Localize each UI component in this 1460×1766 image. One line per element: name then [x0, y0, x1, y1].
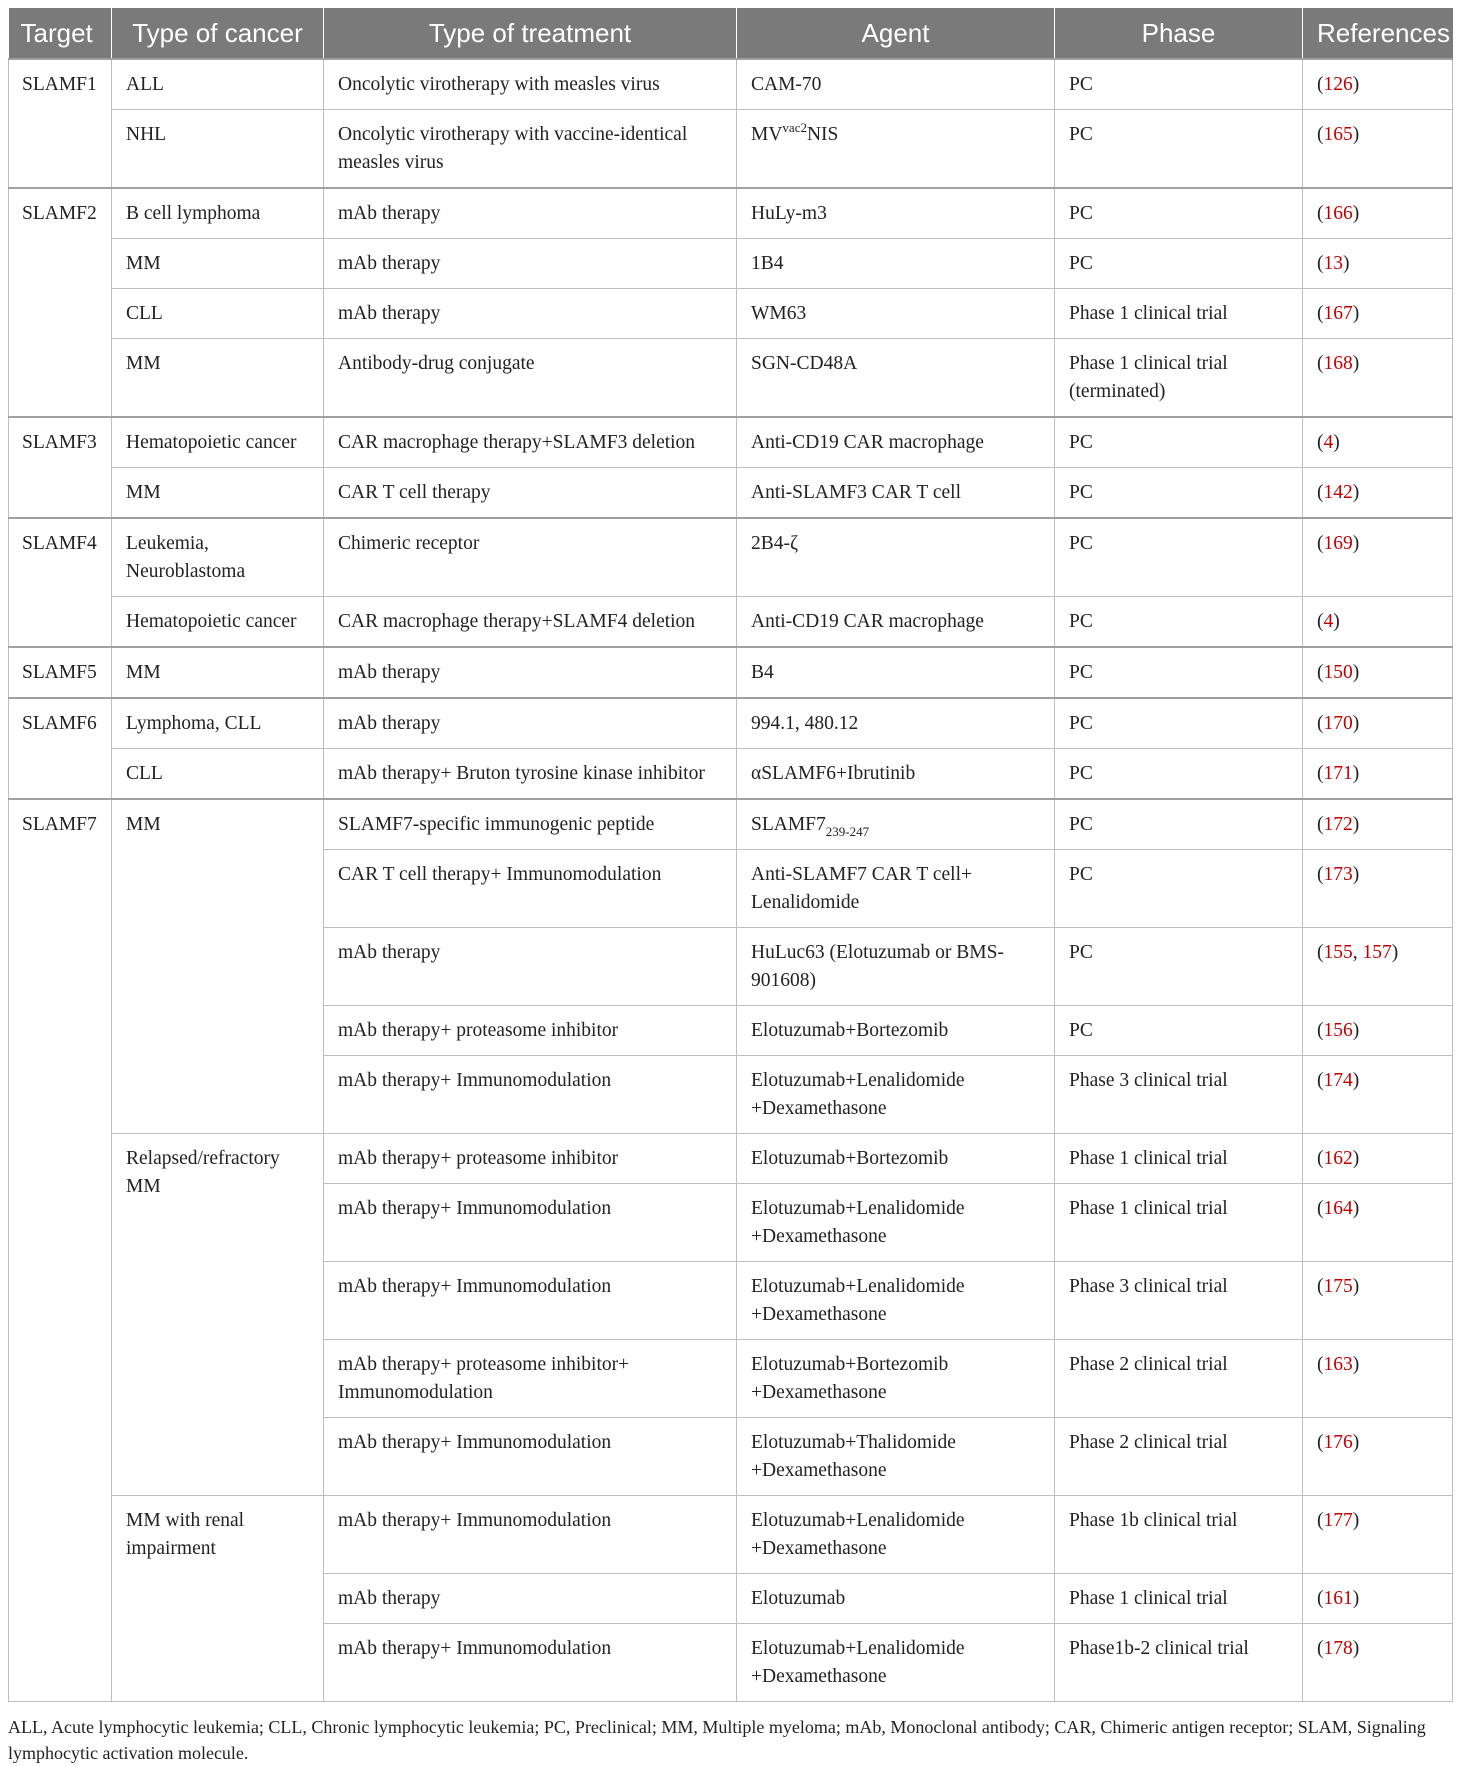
- treatment-cell: mAb therapy+ Immunomodulation: [324, 1624, 737, 1702]
- cancer-cell: MM: [112, 468, 324, 519]
- reference-cell: (165): [1303, 110, 1453, 189]
- reference-cell: (172): [1303, 799, 1453, 850]
- agent-cell: αSLAMF6+Ibrutinib: [737, 749, 1055, 800]
- treatment-cell: CAR macrophage therapy+SLAMF3 deletion: [324, 417, 737, 468]
- table-row: [9, 698, 1453, 749]
- treatment-cell: mAb therapy+ Immunomodulation: [324, 1184, 737, 1262]
- agent-cell: Elotuzumab+Lenalidomide +Dexamethasone: [737, 1056, 1055, 1134]
- reference-link[interactable]: 166: [1323, 203, 1353, 224]
- phase-cell: Phase 1 clinical trial: [1055, 1134, 1303, 1184]
- reference-link[interactable]: 173: [1323, 864, 1353, 885]
- cancer-cell: Leukemia, Neuroblastoma: [112, 518, 324, 597]
- phase-cell: Phase1b-2 clinical trial: [1055, 1624, 1303, 1702]
- treatment-cell: SLAMF7-specific immunogenic peptide: [324, 799, 737, 850]
- cancer-cell: NHL: [112, 110, 324, 189]
- reference-cell: (4): [1303, 597, 1453, 648]
- phase-cell: Phase 1 clinical trial: [1055, 289, 1303, 339]
- cancer-cell: Hematopoietic cancer: [112, 597, 324, 648]
- agent-cell: 1B4: [737, 239, 1055, 289]
- cancer-cell: Relapsed/refractory MM: [112, 1134, 324, 1496]
- treatment-cell: Oncolytic virotherapy with measles virus: [324, 59, 737, 110]
- table-row: [9, 417, 1453, 468]
- reference-cell: (173): [1303, 850, 1453, 928]
- treatment-cell: Antibody-drug conjugate: [324, 339, 737, 418]
- reference-cell: (166): [1303, 188, 1453, 239]
- treatment-cell: mAb therapy+ Immunomodulation: [324, 1496, 737, 1574]
- agent-cell: Anti-SLAMF3 CAR T cell: [737, 468, 1055, 519]
- table-row: [9, 468, 1453, 519]
- phase-cell: PC: [1055, 239, 1303, 289]
- agent-cell: Elotuzumab+Thalidomide +Dexamethasone: [737, 1418, 1055, 1496]
- treatment-cell: mAb therapy+ proteasome inhibitor: [324, 1134, 737, 1184]
- target-cell: SLAMF2: [9, 188, 112, 417]
- reference-cell: (168): [1303, 339, 1453, 418]
- table-row: [9, 597, 1453, 648]
- table-row: [9, 289, 1453, 339]
- cancer-cell: MM: [112, 239, 324, 289]
- reference-link[interactable]: 161: [1323, 1588, 1353, 1609]
- agent-cell: CAM-70: [737, 59, 1055, 110]
- phase-cell: Phase 3 clinical trial: [1055, 1056, 1303, 1134]
- target-cell: SLAMF4: [9, 518, 112, 647]
- header-phase: Phase: [1055, 8, 1303, 59]
- reference-link[interactable]: 13: [1323, 253, 1343, 274]
- phase-cell: Phase 2 clinical trial: [1055, 1340, 1303, 1418]
- header-target: Target: [9, 8, 112, 59]
- reference-link[interactable]: 150: [1323, 662, 1353, 683]
- agent-cell: HuLy-m3: [737, 188, 1055, 239]
- table-row: [9, 239, 1453, 289]
- phase-cell: PC: [1055, 928, 1303, 1006]
- phase-cell: PC: [1055, 468, 1303, 519]
- target-cell: SLAMF3: [9, 417, 112, 518]
- header-row: [9, 8, 1453, 59]
- agent-cell: Elotuzumab+Bortezomib: [737, 1134, 1055, 1184]
- reference-link[interactable]: 174: [1323, 1070, 1353, 1091]
- cancer-cell: CLL: [112, 749, 324, 800]
- reference-cell: (155, 157): [1303, 928, 1453, 1006]
- table-row: [9, 59, 1453, 110]
- reference-cell: (162): [1303, 1134, 1453, 1184]
- table-row: [9, 110, 1453, 189]
- reference-link[interactable]: 178: [1323, 1638, 1353, 1659]
- agent-cell: Anti-CD19 CAR macrophage: [737, 597, 1055, 648]
- treatment-cell: mAb therapy: [324, 928, 737, 1006]
- treatment-cell: mAb therapy: [324, 1574, 737, 1624]
- table-row: [9, 188, 1453, 239]
- reference-cell: (142): [1303, 468, 1453, 519]
- agent-cell: Anti-CD19 CAR macrophage: [737, 417, 1055, 468]
- agent-cell: 2B4-ζ: [737, 518, 1055, 597]
- reference-link[interactable]: 142: [1323, 482, 1353, 503]
- header-cancer-type: Type of cancer: [112, 8, 324, 59]
- table-row: [9, 749, 1453, 800]
- table-footnote: ALL, Acute lymphocytic leukemia; CLL, Chronic lymphocytic leukemia; PC, Preclinical; MM, Multiple myeloma; mAb, Monoclonal antibody; CAR, Chimeric antigen receptor; SLAM, Signaling lymphocytic activation molecule.: [8, 1717, 1426, 1763]
- agent-cell: Elotuzumab+Lenalidomide +Dexamethasone: [737, 1624, 1055, 1702]
- agent-cell: Elotuzumab: [737, 1574, 1055, 1624]
- reference-cell: (176): [1303, 1418, 1453, 1496]
- agent-cell: 994.1, 480.12: [737, 698, 1055, 749]
- treatment-cell: mAb therapy+ Bruton tyrosine kinase inhibitor: [324, 749, 737, 800]
- treatment-cell: CAR T cell therapy+ Immunomodulation: [324, 850, 737, 928]
- reference-link[interactable]: 169: [1323, 533, 1353, 554]
- reference-link[interactable]: 4: [1323, 611, 1334, 632]
- reference-link[interactable]: 164: [1323, 1198, 1353, 1219]
- target-cell: SLAMF7: [9, 799, 112, 1702]
- agent-superscript: vac2: [782, 120, 807, 135]
- reference-link[interactable]: 155: [1323, 942, 1353, 963]
- treatment-cell: mAb therapy+ Immunomodulation: [324, 1056, 737, 1134]
- reference-cell: (161): [1303, 1574, 1453, 1624]
- treatment-cell: mAb therapy: [324, 289, 737, 339]
- cancer-cell: MM with renal impairment: [112, 1496, 324, 1702]
- agent-cell: HuLuc63 (Elotuzumab or BMS-901608): [737, 928, 1055, 1006]
- reference-cell: (167): [1303, 289, 1453, 339]
- agent-cell: WM63: [737, 289, 1055, 339]
- phase-cell: PC: [1055, 59, 1303, 110]
- agent-cell: Anti-SLAMF7 CAR T cell+ Lenalidomide: [737, 850, 1055, 928]
- treatment-cell: Oncolytic virotherapy with vaccine-identical measles virus: [324, 110, 737, 189]
- phase-cell: PC: [1055, 850, 1303, 928]
- agent-cell: Elotuzumab+Bortezomib: [737, 1006, 1055, 1056]
- phase-cell: PC: [1055, 518, 1303, 597]
- reference-link[interactable]: 165: [1323, 124, 1353, 145]
- reference-link[interactable]: 162: [1323, 1148, 1353, 1169]
- phase-cell: PC: [1055, 1006, 1303, 1056]
- phase-cell: Phase 1 clinical trial: [1055, 1184, 1303, 1262]
- phase-cell: PC: [1055, 647, 1303, 698]
- reference-link[interactable]: 167: [1323, 303, 1353, 324]
- agent-cell: Elotuzumab+Bortezomib +Dexamethasone: [737, 1340, 1055, 1418]
- reference-cell: (177): [1303, 1496, 1453, 1574]
- reference-link[interactable]: 170: [1323, 713, 1353, 734]
- treatment-cell: mAb therapy: [324, 647, 737, 698]
- reference-link[interactable]: 177: [1323, 1510, 1353, 1531]
- header-references: References: [1303, 8, 1453, 59]
- agent-cell: Elotuzumab+Lenalidomide +Dexamethasone: [737, 1262, 1055, 1340]
- treatment-cell: CAR macrophage therapy+SLAMF4 deletion: [324, 597, 737, 648]
- reference-link[interactable]: 176: [1323, 1432, 1353, 1453]
- reference-cell: (13): [1303, 239, 1453, 289]
- phase-cell: PC: [1055, 417, 1303, 468]
- reference-link[interactable]: 163: [1323, 1354, 1353, 1375]
- phase-cell: PC: [1055, 698, 1303, 749]
- reference-cell: (156): [1303, 1006, 1453, 1056]
- target-cell: SLAMF1: [9, 59, 112, 188]
- reference-link[interactable]: 168: [1323, 353, 1353, 374]
- reference-cell: (4): [1303, 417, 1453, 468]
- table-row: [9, 1134, 1453, 1184]
- cancer-cell: ALL: [112, 59, 324, 110]
- treatment-cell: mAb therapy: [324, 188, 737, 239]
- reference-cell: (150): [1303, 647, 1453, 698]
- phase-cell: PC: [1055, 110, 1303, 189]
- agent-text: SLAMF7: [751, 814, 826, 835]
- agent-cell: Elotuzumab+Lenalidomide +Dexamethasone: [737, 1496, 1055, 1574]
- reference-cell: (163): [1303, 1340, 1453, 1418]
- phase-cell: Phase 3 clinical trial: [1055, 1262, 1303, 1340]
- treatment-cell: CAR T cell therapy: [324, 468, 737, 519]
- treatment-cell: mAb therapy: [324, 239, 737, 289]
- phase-cell: Phase 1 clinical trial: [1055, 1574, 1303, 1624]
- table-row: [9, 339, 1453, 418]
- reference-cell: (174): [1303, 1056, 1453, 1134]
- header-agent: Agent: [737, 8, 1055, 59]
- reference-cell: (171): [1303, 749, 1453, 800]
- reference-link[interactable]: 157: [1362, 942, 1392, 963]
- phase-cell: PC: [1055, 749, 1303, 800]
- reference-cell: (164): [1303, 1184, 1453, 1262]
- reference-link[interactable]: 4: [1323, 432, 1334, 453]
- table-row: [9, 647, 1453, 698]
- header-treatment-type: Type of treatment: [324, 8, 737, 59]
- phase-cell: Phase 1 clinical trial (terminated): [1055, 339, 1303, 418]
- phase-cell: PC: [1055, 597, 1303, 648]
- table-row: [9, 799, 1453, 850]
- agent-cell: B4: [737, 647, 1055, 698]
- cancer-cell: MM: [112, 339, 324, 418]
- reference-cell: (175): [1303, 1262, 1453, 1340]
- treatment-cell: mAb therapy+ proteasome inhibitor: [324, 1006, 737, 1056]
- treatment-cell: mAb therapy+ Immunomodulation: [324, 1262, 737, 1340]
- cancer-cell: B cell lymphoma: [112, 188, 324, 239]
- cancer-cell: CLL: [112, 289, 324, 339]
- target-cell: SLAMF5: [9, 647, 112, 698]
- table-wrapper: [8, 8, 1452, 1766]
- reference-cell: (126): [1303, 59, 1453, 110]
- reference-link[interactable]: 126: [1323, 74, 1353, 95]
- phase-cell: Phase 2 clinical trial: [1055, 1418, 1303, 1496]
- phase-cell: PC: [1055, 799, 1303, 850]
- agent-cell: [737, 799, 1055, 850]
- cancer-cell: MM: [112, 647, 324, 698]
- cancer-cell: Lymphoma, CLL: [112, 698, 324, 749]
- agent-text: MV: [751, 124, 783, 145]
- target-cell: SLAMF6: [9, 698, 112, 799]
- table-row: [9, 518, 1453, 597]
- agent-cell: SGN-CD48A: [737, 339, 1055, 418]
- reference-cell: (169): [1303, 518, 1453, 597]
- agent-cell: Elotuzumab+Lenalidomide +Dexamethasone: [737, 1184, 1055, 1262]
- treatment-cell: mAb therapy: [324, 698, 737, 749]
- reference-link[interactable]: 156: [1323, 1020, 1353, 1041]
- reference-link[interactable]: 175: [1323, 1276, 1353, 1297]
- reference-link[interactable]: 171: [1323, 763, 1353, 784]
- agent-subscript: 239-247: [825, 824, 870, 839]
- phase-cell: Phase 1b clinical trial: [1055, 1496, 1303, 1574]
- reference-cell: (178): [1303, 1624, 1453, 1702]
- cancer-cell: MM: [112, 799, 324, 1134]
- table-row: [9, 1496, 1453, 1574]
- reference-cell: (170): [1303, 698, 1453, 749]
- slamf-therapy-table: [8, 8, 1453, 1702]
- cancer-cell: Hematopoietic cancer: [112, 417, 324, 468]
- phase-cell: PC: [1055, 188, 1303, 239]
- reference-link[interactable]: 172: [1323, 814, 1353, 835]
- agent-text-tail: NIS: [806, 124, 839, 145]
- agent-cell: [737, 110, 1055, 189]
- treatment-cell: mAb therapy+ proteasome inhibitor+ Immunomodulation: [324, 1340, 737, 1418]
- treatment-cell: mAb therapy+ Immunomodulation: [324, 1418, 737, 1496]
- treatment-cell: Chimeric receptor: [324, 518, 737, 597]
